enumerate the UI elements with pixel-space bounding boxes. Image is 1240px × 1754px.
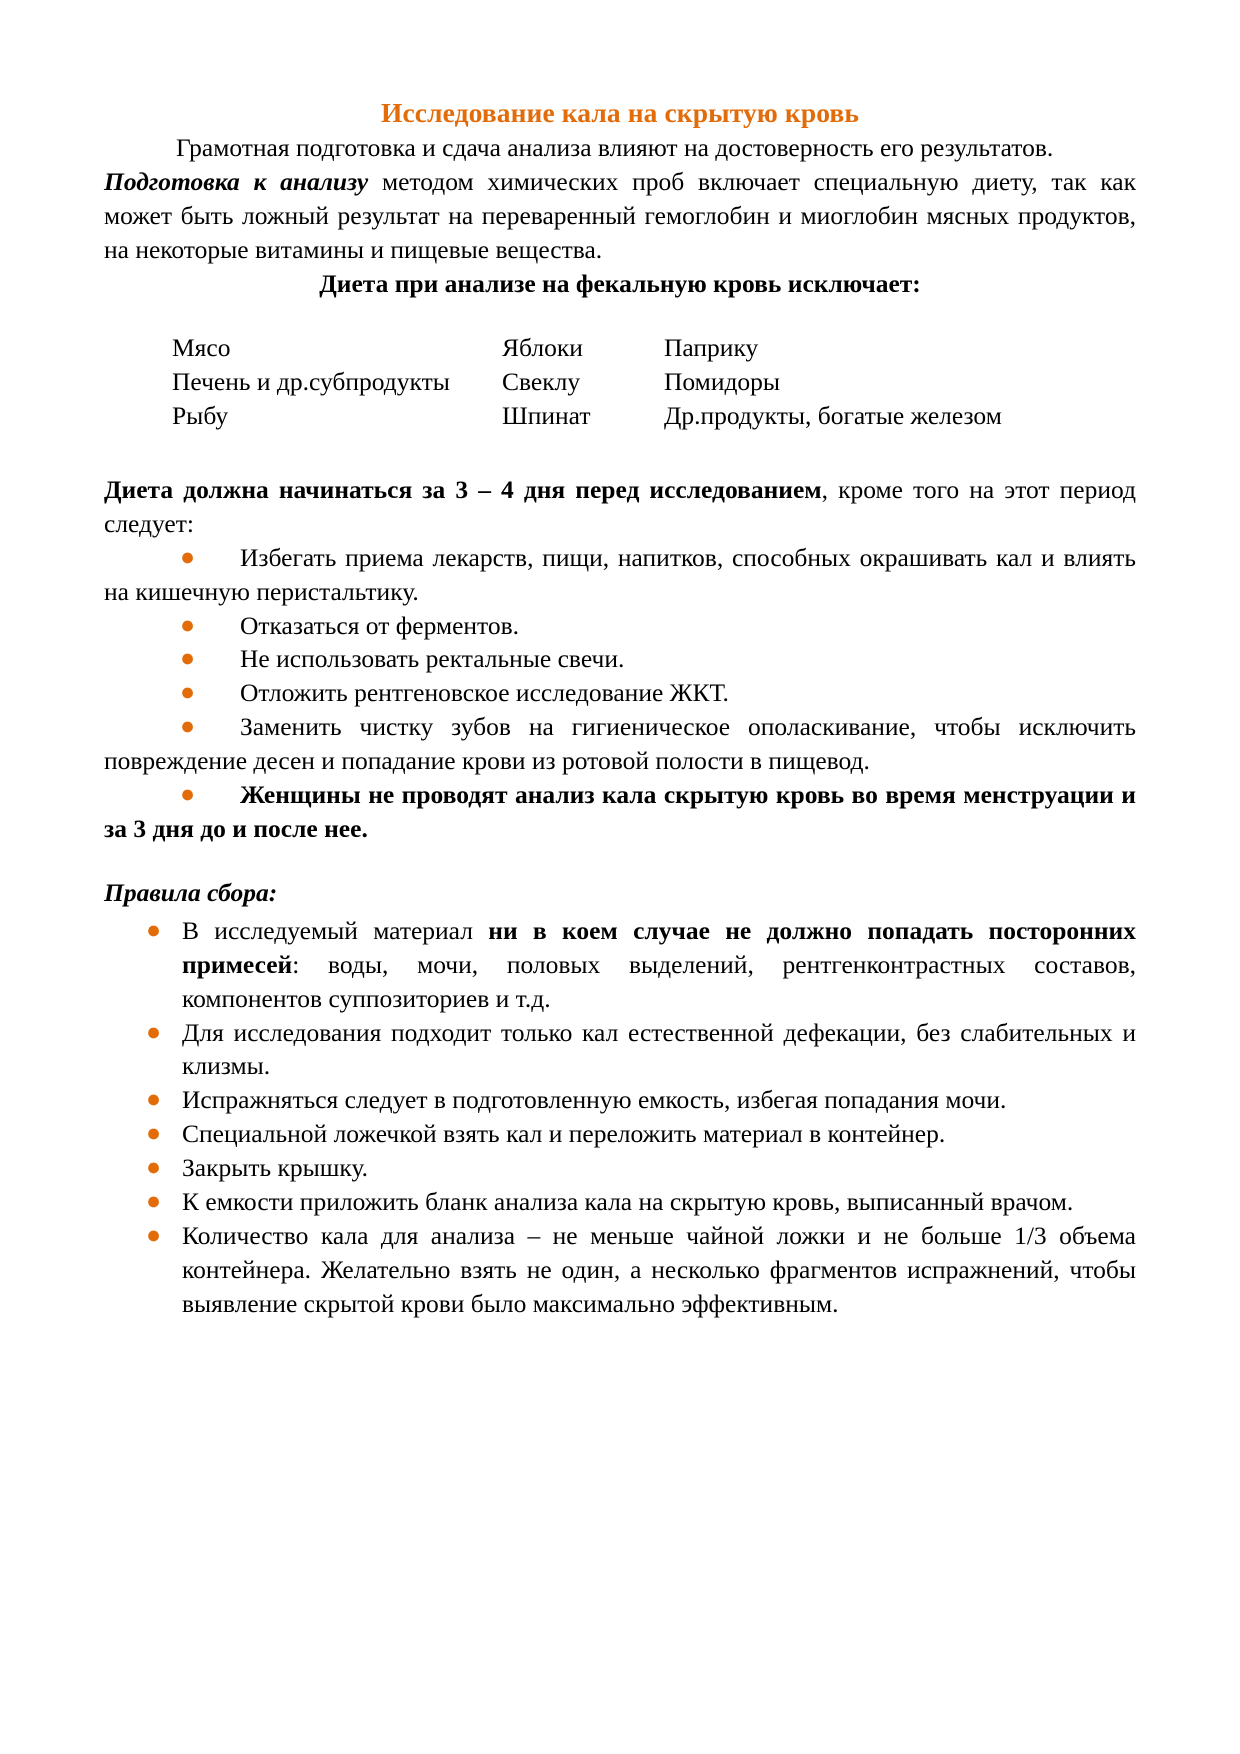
food-cell: Печень и др.субпродукты: [172, 366, 450, 396]
list-item: [104, 1117, 1136, 1151]
rule-tail: : воды, мочи, половых выделений, рентгенконтрастных составов, компонентов суппозиториев и т.д.: [182, 949, 1136, 1013]
list-item: [104, 1016, 1136, 1084]
bullet-icon: ●: [146, 1086, 162, 1114]
table-row: [172, 365, 1052, 399]
list-item: [104, 1185, 1136, 1219]
rule-lead: Количество кала для анализа – не меньше чайной ложки и не больше 1/3 объема контейнера. Желательно взять не один, а несколько фрагментов испражнений, чтобы выявление скрытой крови было максимально эффективным.: [182, 1220, 1136, 1318]
list-item: [104, 541, 1136, 609]
list-item-label: Женщины не проводят анализ кала скрытую кровь во время менструации и за 3 дня до и после нее.: [104, 780, 1136, 844]
rule-lead: К емкости приложить бланк анализа кала на скрытую кровь, выписанный врачом.: [182, 1187, 1074, 1217]
bullet-icon: ●: [180, 679, 196, 707]
list-item: [104, 642, 1136, 676]
table-row: [172, 399, 1052, 433]
rule-lead: Для исследования подходит только кал естественной дефекации, без слабительных и клизмы.: [182, 1017, 1136, 1081]
page-title: Исследование кала на скрытую кровь: [381, 97, 859, 128]
rule-lead: В исследуемый материал: [182, 915, 489, 945]
bullet-icon: ●: [180, 645, 196, 673]
list-item-label: Не использовать ректальные свечи.: [240, 644, 625, 674]
table-row: [172, 331, 1052, 365]
list-item-label: Отложить рентгеновское исследование ЖКТ.: [240, 678, 729, 708]
collection-rules-list: [104, 914, 1136, 1321]
collection-rules-heading: Правила сбора:: [104, 877, 278, 907]
food-cell: Помидоры: [664, 366, 781, 396]
bullet-icon: ●: [146, 1154, 162, 1182]
bullet-icon: ●: [146, 1221, 162, 1249]
diet-instructions-list: [104, 541, 1136, 846]
diet-timing-paragraph: [104, 473, 1136, 541]
list-item: [104, 609, 1136, 643]
rule-lead: Закрыть крышку.: [182, 1153, 369, 1183]
food-cell: Др.продукты, богатые железом: [664, 400, 1002, 430]
food-cell: Яблоки: [502, 332, 583, 362]
intro-paragraph: Грамотная подготовка и сдача анализа влияют на достоверность его результатов.: [176, 133, 1054, 162]
list-item: [104, 1083, 1136, 1117]
rule-lead: Специальной ложечкой взять кал и переложить материал в контейнер.: [182, 1119, 946, 1149]
bullet-icon: ●: [180, 543, 196, 571]
list-item: [104, 778, 1136, 846]
diet-timing-bold: Диета должна начинаться за 3 – 4 дня перед исследованием: [104, 474, 822, 504]
list-item: [104, 914, 1136, 1016]
list-item-label: Избегать приема лекарств, пищи, напитков, способных окрашивать кал и влиять на кишечную перистальтику.: [104, 542, 1136, 606]
bullet-icon: ●: [146, 916, 162, 944]
list-item-label: Отказаться от ферментов.: [240, 610, 520, 640]
list-item: [104, 1151, 1136, 1185]
bullet-icon: ●: [146, 1188, 162, 1216]
food-cell: Шпинат: [502, 400, 591, 430]
bullet-icon: ●: [146, 1120, 162, 1148]
diet-timing-rest: , кроме того на этот период следует:: [104, 474, 1136, 538]
list-item: [104, 710, 1136, 778]
excluded-foods-body: [172, 331, 1052, 433]
food-cell: Рыбу: [172, 400, 229, 430]
food-cell: Мясо: [172, 332, 231, 362]
rule-lead: Испражняться следует в подготовленную емкость, избегая попадания мочи.: [182, 1085, 1007, 1115]
diet-heading: Диета при анализе на фекальную кровь исключает:: [319, 268, 921, 298]
bullet-icon: ●: [180, 781, 196, 809]
preparation-paragraph: [104, 165, 1136, 267]
preparation-text: методом химических проб включает специальную диету, так как может быть ложный результат на переваренный гемоглобин и миоглобин мясных продуктов, на некоторые витамины и пищевые вещества.: [104, 166, 1136, 264]
bullet-icon: ●: [146, 1018, 162, 1046]
bullet-icon: ●: [180, 713, 196, 741]
food-cell: Паприку: [664, 332, 759, 362]
excluded-foods-table: [172, 331, 1052, 433]
rule-emphasis: ни в коем случае не должно попадать посторонних примесей: [182, 915, 1136, 979]
preparation-label: Подготовка к анализу: [104, 166, 369, 196]
bullet-icon: ●: [180, 611, 196, 639]
list-item: [104, 676, 1136, 710]
list-item-label: Заменить чистку зубов на гигиеническое ополаскивание, чтобы исключить повреждение десен и попадание крови из ротовой полости в пищевод.: [104, 712, 1136, 776]
spacer: [104, 433, 1136, 473]
spacer: [104, 301, 1136, 331]
spacer: [104, 846, 1136, 876]
food-cell: Свеклу: [502, 366, 581, 396]
list-item: [104, 1219, 1136, 1321]
